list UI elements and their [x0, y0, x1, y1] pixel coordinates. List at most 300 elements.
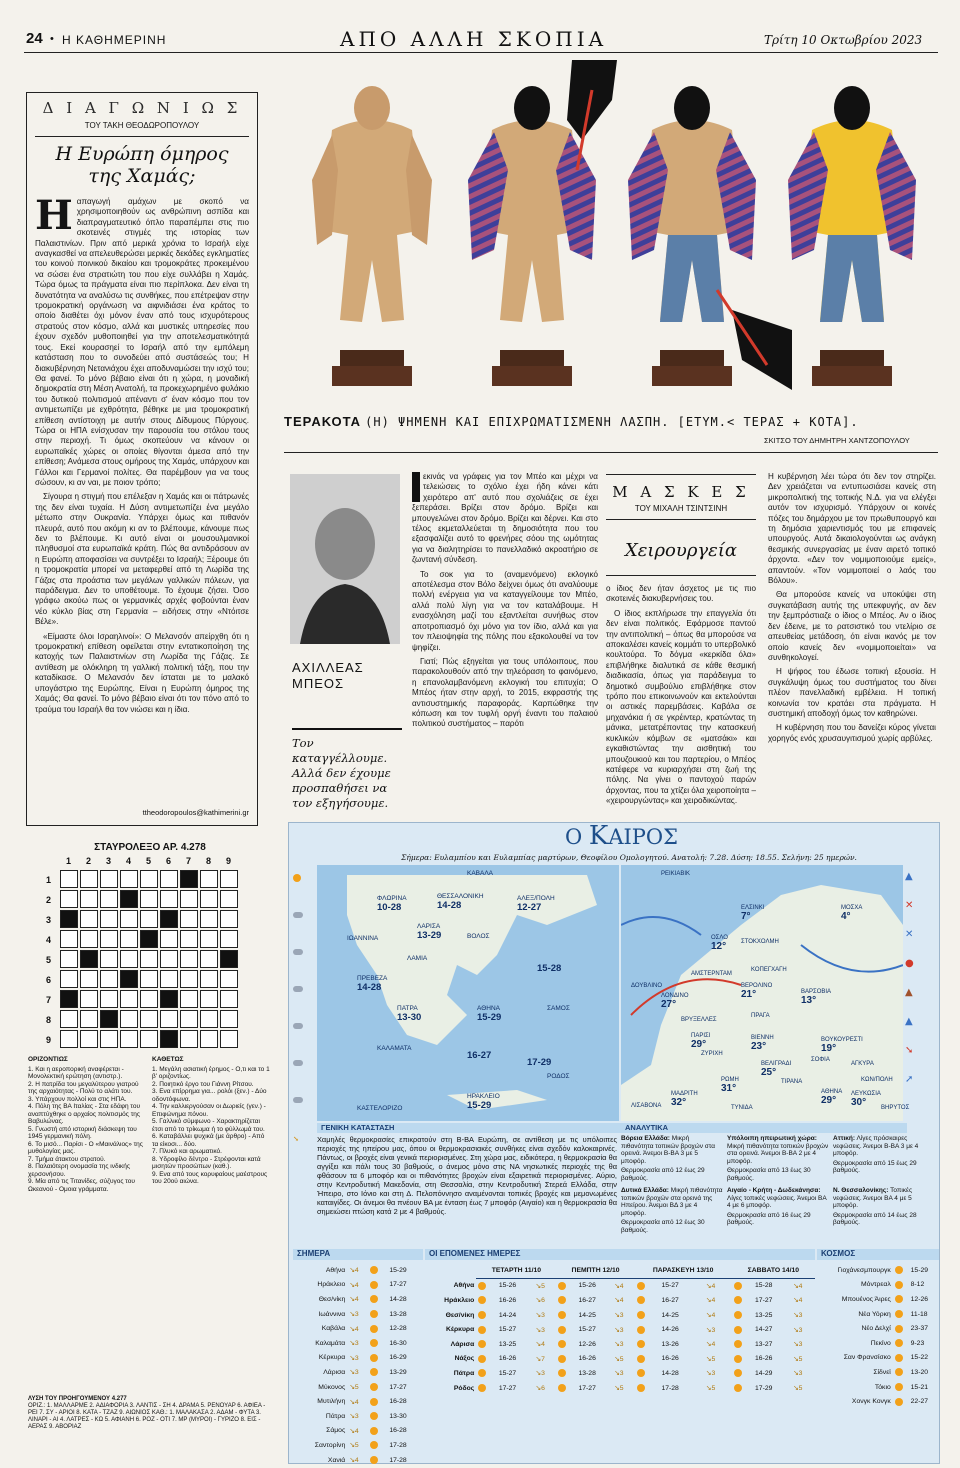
- column-author: ΤΟΥ ΜΙΧΑΛΗ ΤΣΙΝΤΣΙΝΗ: [634, 504, 728, 513]
- author-email[interactable]: ttheodoropoulos@kathimerini.gr: [142, 808, 249, 817]
- europe-city: [851, 1061, 874, 1067]
- cold-wind-icon: ➚: [905, 1074, 914, 1085]
- wind-value: ↘3: [535, 1326, 545, 1334]
- snow-icon: [293, 1089, 315, 1108]
- crossword-cell[interactable]: [180, 1010, 198, 1028]
- temp-range: 13-28: [389, 1310, 407, 1318]
- sun-icon: [734, 1282, 742, 1290]
- crossword-cell[interactable]: [140, 890, 158, 908]
- today-row: [293, 1263, 421, 1278]
- temp-range: 17-27: [498, 1384, 517, 1392]
- city-temp: 15-29: [467, 1100, 492, 1111]
- crossword-cell[interactable]: [60, 870, 78, 888]
- region-name: Υπόλοιπη ηπειρωτική χώρα:: [727, 1135, 817, 1142]
- author-name: [292, 660, 364, 692]
- sun-icon: [732, 1293, 753, 1308]
- next-days-row: [425, 1322, 815, 1337]
- wind-value: ↘4: [705, 1297, 716, 1305]
- city-name: ΚΑΛΑΜΑΤΑ: [377, 1045, 412, 1052]
- city-name: ΚΟΠΕΓΧΑΓΗ: [751, 967, 787, 973]
- wind-value: ↘4: [535, 1341, 545, 1349]
- wind-value: ↘4: [792, 1282, 803, 1290]
- city-name: Αθήνα: [453, 1282, 475, 1290]
- column-number: 5: [146, 856, 152, 866]
- crossword-cell[interactable]: [160, 970, 178, 988]
- wind-value: ↘5: [705, 1355, 716, 1363]
- today-row: [293, 1292, 421, 1307]
- city-temp: 13°: [801, 995, 817, 1006]
- solution-title: ΛΥΣΗ ΤΟΥ ΠΡΟΗΓΟΥΜΕΝΟΥ 4.277: [28, 1396, 127, 1402]
- cartoon-illustration: [272, 60, 940, 410]
- divider: [606, 575, 756, 576]
- crossword-cell[interactable]: [220, 990, 238, 1008]
- crossword-cell[interactable]: [180, 1030, 198, 1048]
- sun-icon: [370, 1456, 378, 1464]
- crossword-black-cell: [160, 990, 178, 1008]
- crossword-title: ΣΤΑΥΡΟΛΕΞΟ ΑΡ. 4.278: [94, 842, 206, 853]
- quote-rule: [292, 728, 402, 730]
- sun-icon: [732, 1308, 753, 1323]
- greece-city: [467, 1093, 500, 1111]
- temp-range: 15-26: [498, 1282, 517, 1290]
- day-header: ΠΑΡΑΣΚΕΥΗ 13/10: [635, 1263, 732, 1278]
- sun-icon: [893, 1394, 909, 1409]
- crossword-cell[interactable]: [120, 1010, 138, 1028]
- wind-value: ↘3: [614, 1341, 624, 1349]
- sun-icon: [556, 1366, 576, 1381]
- crossword-row-numbers: [46, 870, 56, 1050]
- column-number: 9: [226, 856, 232, 866]
- crossword-cell[interactable]: [200, 950, 218, 968]
- temp-range: 17-28: [661, 1384, 679, 1392]
- sun-icon: [370, 1295, 378, 1303]
- statue-4: [788, 86, 916, 386]
- crossword-cell[interactable]: [100, 910, 118, 928]
- region-temp: Θερμοκρασία από 12 έως 30 βαθμούς.: [621, 1219, 705, 1234]
- sun-icon: [895, 1339, 903, 1347]
- crossword-cell[interactable]: [140, 910, 158, 928]
- sun-icon: [895, 1368, 903, 1376]
- crossword-cell[interactable]: [220, 890, 238, 908]
- wind-value: ↘5: [705, 1385, 716, 1393]
- crossword-black-cell: [80, 950, 98, 968]
- greece-city: [437, 893, 484, 911]
- sun-icon: [635, 1308, 660, 1323]
- crossword-cell[interactable]: [100, 970, 118, 988]
- today-row: [293, 1424, 421, 1439]
- next-days-row: [425, 1278, 815, 1293]
- down-clue: 4. Την καλλιεργούσαν οι Δωριείς (γεν.) - Επιφώνημα πόνου.: [152, 1103, 266, 1118]
- temp-range: 17-28: [389, 1441, 407, 1449]
- sun-icon: [635, 1278, 660, 1293]
- crossword-cell[interactable]: [120, 950, 138, 968]
- day-header: ΣΑΒΒΑΤΟ 14/10: [732, 1263, 815, 1278]
- sun-icon: [732, 1366, 753, 1381]
- sun-icon: [556, 1381, 576, 1396]
- sun-icon: [478, 1355, 486, 1363]
- crossword-cell[interactable]: [60, 930, 78, 948]
- world-row: [817, 1336, 937, 1351]
- crossword-cell[interactable]: [80, 930, 98, 948]
- europe-city: [691, 971, 732, 977]
- crossword-cell[interactable]: [160, 890, 178, 908]
- greece-city: [357, 975, 387, 993]
- crossword-cell[interactable]: [220, 1030, 238, 1048]
- sun-icon: [476, 1293, 497, 1308]
- sun-icon: [370, 1339, 378, 1347]
- sun-icon: [637, 1384, 645, 1392]
- column-number: 6: [166, 856, 172, 866]
- temp-range: 17-27: [389, 1281, 407, 1289]
- crossword-black-cell: [60, 910, 78, 928]
- rain-icon: [293, 978, 315, 997]
- crossword-cell[interactable]: [180, 970, 198, 988]
- region-text: Μικρή πιθανότητα τοπικών βροχών στα ορεινά. Άνεμοι Β-ΒΑ 2 με 4 μποφόρ.: [727, 1142, 829, 1165]
- paragraph: Η κυβέρνηση λέει τώρα ότι δεν τον στηρίζει. Δεν χρειάζεται να εντυπωσιάσει κανείς στη μικροπολιτική της τοπικής Ν.Δ. για να ελέγξει αυτόν τον ισχυρισμό. Υπάρχουν οι κοινές πόζες του δημάρχου με τον πρωθυπουργό και τη δημόσια χαριεντισμός του με επιφανείς υπουργούς. Αυτά δικαιολογούνται ως ανάγκη θεσμικής συνεργασίας με έναν αιρετό τοπικό άρχοντα. «Δεν τον νομιμοποιούμε εμείς», απαντούν. «Τον νομιμοποιεί ο λαός του Βόλου».: [768, 472, 936, 586]
- city-temp: 16-27: [467, 1050, 492, 1061]
- caption-definition: (Η) ΨΗΜΕΝΗ ΚΑΙ ΕΠΙΧΡΩΜΑΤΙΣΜΕΝΗ ΛΑΣΠΗ. [ΕΤΥΜ.< ΤΕΡΑΣ + ΚΟΤΑ].: [365, 415, 859, 429]
- title-o: Ο: [565, 825, 583, 849]
- crossword-cell[interactable]: [220, 870, 238, 888]
- crossword-cell[interactable]: [120, 930, 138, 948]
- crossword-cell[interactable]: [80, 870, 98, 888]
- crossword-cell[interactable]: [80, 990, 98, 1008]
- crossword-cell[interactable]: [160, 930, 178, 948]
- temp-range: 13-30: [389, 1412, 407, 1420]
- crossword-cell[interactable]: [160, 950, 178, 968]
- temp-range: 13-27: [755, 1340, 773, 1348]
- europe-city: [741, 939, 779, 945]
- crossword-cell[interactable]: [140, 870, 158, 888]
- city-name: Μύκονος: [318, 1383, 346, 1391]
- crossword-cell[interactable]: [200, 890, 218, 908]
- crossword-cell[interactable]: [120, 1030, 138, 1048]
- article-headline: Χειρουργεία: [624, 540, 738, 561]
- crossword-cell[interactable]: [80, 1010, 98, 1028]
- region-temp: Θερμοκρασία από 12 έως 29 βαθμούς.: [621, 1167, 705, 1182]
- wind-value: ↘4: [349, 1325, 359, 1333]
- crossword-cell[interactable]: [180, 990, 198, 1008]
- crossword-cell[interactable]: [160, 870, 178, 888]
- greece-city: [417, 923, 441, 941]
- title-rest: ΑΙΡΟΣ: [608, 825, 678, 849]
- crossword-cell[interactable]: [200, 910, 218, 928]
- city-name: ΑΓΚΥΡΑ: [851, 1061, 874, 1067]
- city-name: ΚΩΝ/ΠΟΛΗ: [861, 1077, 893, 1083]
- crossword-cell[interactable]: [140, 1010, 158, 1028]
- region-temp: Θερμοκρασία από 13 έως 30 βαθμούς.: [727, 1167, 811, 1182]
- wind-value: ↘5: [614, 1385, 624, 1393]
- sun-icon: [893, 1351, 909, 1366]
- sun-icon: [476, 1366, 497, 1381]
- world-row: [817, 1351, 937, 1366]
- crossword-cell[interactable]: [60, 1030, 78, 1048]
- crossword-section: [26, 840, 274, 1460]
- region-text: Μικρή πιθανότητα τοπικών βροχών στα ορεινά της Ηπείρου. Άνεμοι ΒΔ 3 με 4 μποφόρ.: [621, 1187, 723, 1217]
- crossword-cell[interactable]: [120, 910, 138, 928]
- sun-icon: [368, 1307, 387, 1322]
- crossword-cell[interactable]: [140, 950, 158, 968]
- crossword-cell[interactable]: [140, 970, 158, 988]
- next-days-row: [425, 1308, 815, 1323]
- header-rule: [24, 52, 938, 53]
- across-clue: 1. Και η αεροπορική αναφέρεται - Μονολεκτική ερώτηση (αντιστρ.).: [28, 1065, 124, 1080]
- greece-city: [517, 895, 555, 913]
- crossword-black-cell: [100, 1010, 118, 1028]
- temp-range: 14-29: [755, 1369, 773, 1377]
- today-row: [293, 1307, 421, 1322]
- sun-icon: [476, 1322, 497, 1337]
- temp-range: 17-29: [755, 1384, 773, 1392]
- temp-range: 17-28: [389, 1456, 407, 1464]
- crossword-grid[interactable]: [60, 870, 240, 1050]
- crossword-cell[interactable]: [140, 990, 158, 1008]
- wind-value: ↘3: [349, 1340, 359, 1348]
- beos-article-continued: [768, 472, 936, 748]
- city-name: Σίδνεϊ: [873, 1368, 891, 1376]
- temp-range: 12-26: [910, 1295, 929, 1303]
- partly-cloudy-icon: [293, 904, 315, 923]
- europe-city: [821, 1037, 863, 1054]
- statue-2: [468, 60, 617, 386]
- crossword-black-cell: [120, 970, 138, 988]
- crossword-cell[interactable]: [200, 930, 218, 948]
- city-name: ΑΘΗΝΑ: [821, 1089, 843, 1095]
- europe-city: [761, 1061, 791, 1078]
- sun-icon: [732, 1352, 753, 1367]
- wind-value: ↘7: [535, 1355, 545, 1363]
- today-row: [293, 1453, 421, 1468]
- crossword-cell[interactable]: [100, 990, 118, 1008]
- temp-range: 16-27: [578, 1296, 596, 1304]
- crossword-cell[interactable]: [200, 1030, 218, 1048]
- city-name: ΣΟΦΙΑ: [811, 1057, 830, 1063]
- sun-icon: [635, 1366, 660, 1381]
- stationary-front-icon: ▲: [905, 1016, 913, 1027]
- sun-icon: [734, 1326, 742, 1334]
- crossword-cell[interactable]: [60, 970, 78, 988]
- city-name: ΛΑΡΙΣΑ: [417, 923, 441, 930]
- region-name: Ν. Θεσσαλονίκης:: [833, 1187, 889, 1194]
- sun-icon: [635, 1381, 660, 1396]
- sun-icon: [368, 1409, 387, 1424]
- crossword-cell[interactable]: [120, 990, 138, 1008]
- crossword-cell[interactable]: [180, 910, 198, 928]
- city-name: ΒΟΛΟΣ: [467, 933, 490, 940]
- city-name: Μπουένος Άιρες: [841, 1295, 891, 1303]
- crossword-cell[interactable]: [220, 930, 238, 948]
- fog-icon: [293, 1052, 315, 1071]
- next-days-row: [425, 1352, 815, 1367]
- crossword-cell[interactable]: [160, 1010, 178, 1028]
- city-name: Σαντορίνη: [314, 1441, 346, 1449]
- sun-icon: [556, 1337, 576, 1352]
- across-clue: 6. Το μισό... Παρίσι - Ο «Μαινάλιος» της μυθολογίας μας.: [28, 1140, 143, 1155]
- crossword-cell[interactable]: [100, 930, 118, 948]
- europe-city: [801, 989, 831, 1006]
- crossword-cell[interactable]: [200, 870, 218, 888]
- illustration-credit: ΣΚΙΤΣΟ ΤΟΥ ΔΗΜΗΤΡΗ ΧΑΝΤΖΟΠΟΥΛΟΥ: [764, 436, 910, 445]
- row-number: 3: [46, 915, 52, 925]
- crossword-cell[interactable]: [180, 890, 198, 908]
- region-forecast: [621, 1135, 723, 1183]
- temp-range: 16-26: [498, 1355, 517, 1363]
- city-name: ΠΡΕΒΕΖΑ: [357, 975, 388, 982]
- crossword-cell[interactable]: [60, 950, 78, 968]
- crossword-black-cell: [160, 1030, 178, 1048]
- greece-map: [317, 865, 619, 1121]
- wind-value: ↘5: [792, 1385, 803, 1393]
- crossword-cell[interactable]: [120, 870, 138, 888]
- city-name: ΕΛΣΙΝΚΙ: [741, 905, 765, 911]
- cloud-icon: [293, 941, 315, 960]
- crossword-cell[interactable]: [80, 1030, 98, 1048]
- temp-range: 17-27: [578, 1384, 596, 1392]
- crossword-cell[interactable]: [200, 1010, 218, 1028]
- sun-icon: [368, 1351, 387, 1366]
- crossword-black-cell: [180, 870, 198, 888]
- sun-icon: [478, 1311, 486, 1319]
- temp-range: 13-26: [661, 1340, 679, 1348]
- city-name: ΜΑΔΡΙΤΗ: [671, 1091, 698, 1097]
- previous-solution: [28, 1396, 272, 1431]
- wind-value: ↘4: [349, 1267, 359, 1275]
- temp-range: 15-29: [910, 1266, 929, 1274]
- crossword-cell[interactable]: [60, 1010, 78, 1028]
- sun-icon: [635, 1293, 660, 1308]
- column-number: 4: [126, 856, 132, 866]
- crossword-cell[interactable]: [100, 890, 118, 908]
- sun-icon: [558, 1384, 566, 1392]
- wind-value: ↘4: [349, 1457, 359, 1465]
- crossword-cell[interactable]: [100, 950, 118, 968]
- city-name: ΤΥΝΙΔΑ: [731, 1105, 753, 1111]
- sun-icon: [734, 1369, 742, 1377]
- crossword-cell[interactable]: [100, 1030, 118, 1048]
- temp-range: 14-27: [755, 1326, 773, 1334]
- city-temp: 7°: [741, 911, 751, 922]
- city-name: ΜΟΣΧΑ: [841, 905, 863, 911]
- crossword-cell[interactable]: [80, 910, 98, 928]
- crossword-cell[interactable]: [80, 970, 98, 988]
- wind-value: ↘3: [705, 1326, 716, 1334]
- city-name: ΘΕΣΣΑΛΟΝΙΚΗ: [437, 893, 484, 900]
- sun-icon: [558, 1311, 566, 1319]
- across-clue: 2. Η πατρίδα του μεγαλύτερου γιατρού της αρχαιότητας - Πολύ το αλάτι του.: [28, 1080, 139, 1095]
- crossword-cell[interactable]: [200, 970, 218, 988]
- today-row: [293, 1278, 421, 1293]
- europe-city: [661, 993, 689, 1010]
- down-clue: 1. Μεγάλη ασιατική έρημος - Ο,τι και το 1 β' οριζοντίως.: [152, 1065, 270, 1080]
- weather-legend-left: [293, 859, 315, 1143]
- today-row: [293, 1409, 421, 1424]
- city-name: Σάμος: [326, 1427, 346, 1435]
- greece-city: [547, 1073, 570, 1080]
- crossword-cell[interactable]: [60, 890, 78, 908]
- section-title: ΑΠΟ ΑΛΛΗ ΣΚΟΠΙΑ: [340, 27, 608, 51]
- wind-value: ↘4: [705, 1282, 716, 1290]
- greece-city: [467, 1050, 491, 1061]
- sun-icon: [370, 1281, 378, 1289]
- temp-range: 14-28: [389, 1295, 407, 1303]
- sun-icon: [368, 1278, 387, 1293]
- city-name: Λάρισα: [450, 1340, 475, 1348]
- down-clue: 5. Γαλλικό σύμφωνο - Χαρακτηρίζεται έτσι από το τρίκωμα ή το φύλλωμά του.: [152, 1118, 265, 1133]
- greece-city: [537, 963, 561, 974]
- world-row: [817, 1307, 937, 1322]
- europe-city: [841, 905, 862, 922]
- diagonios-column: [26, 92, 258, 826]
- crossword-cell[interactable]: [200, 990, 218, 1008]
- regional-forecasts: [621, 1135, 937, 1245]
- crossword-cell[interactable]: [220, 910, 238, 928]
- city-temp: 23°: [751, 1041, 767, 1052]
- sun-icon: [895, 1295, 903, 1303]
- greece-city: [397, 1005, 421, 1023]
- sun-icon: [478, 1369, 486, 1377]
- city-name: Μόντρεαλ: [861, 1281, 891, 1289]
- crossword-cell[interactable]: [180, 950, 198, 968]
- sun-icon: [368, 1336, 387, 1351]
- maskes-column: [606, 474, 756, 811]
- article-headline: Η Ευρώπη όμηρος της Χαμάς;: [55, 143, 229, 187]
- crossword-cell[interactable]: [140, 1030, 158, 1048]
- drop-cap: Η: [35, 192, 73, 239]
- crossword-cell[interactable]: [220, 970, 238, 988]
- paragraph: Σίγουρα η στιγμή που επέλεξαν η Χαμάς και οι πάτρωνές της δεν είναι τυχαία. Η Δύση αντιμετωπίζει ένα μεγάλο μέτωπο στην Ουκρανία. Υπάρχει όμως και πιθανόν πλευρά, αυτό που ακόμη κι αν το βλέπουμε, κάνουμε πως δεν το βλέπουμε. Κι αυτό είναι οι μουσουλμανικοί πληθυσμοί στα ευρωπαϊκά κράτη. Πώς θα αντιδράσουν αν η Ευρώπη αποφασίσει να συντρέξει το Ισραήλ; Ξέρουμε ότι η τρομοκρατία μπορεί να μεταφερθεί από τη Λωρίδα της Γάζας στα προάστια των μεγάλων γαλλικών πόλεων, για παράδειγμα. Δεν το υποθέτουμε. Το έχουμε ζήσει. Όσο γράφω ακούω πως οι γερμανικές αρχές φοβούνται έναν νέο κύκλο βίας στη Γερμανία – ειδήσεις στην «Ντόιτσε Βέλε».: [35, 492, 249, 627]
- sun-icon: [368, 1365, 387, 1380]
- row-number: 5: [46, 955, 52, 965]
- crossword-cell[interactable]: [80, 890, 98, 908]
- greece-city: [527, 1057, 551, 1068]
- city-name: ΡΟΔΟΣ: [547, 1073, 570, 1080]
- sun-icon: [635, 1337, 660, 1352]
- world-row: [817, 1380, 937, 1395]
- temp-range: 16-26: [661, 1355, 679, 1363]
- sun-icon: [895, 1281, 903, 1289]
- crossword-cell[interactable]: [180, 930, 198, 948]
- sun-icon: [893, 1307, 909, 1322]
- drop-cap-bar: [412, 472, 420, 502]
- city-name: Νάξος: [454, 1355, 475, 1363]
- sun-icon: [637, 1369, 645, 1377]
- sun-icon: [556, 1352, 576, 1367]
- portrait-image: [290, 474, 400, 644]
- city-temp: 29°: [691, 1039, 707, 1050]
- sun-icon: [370, 1325, 378, 1333]
- city-temp: 15-28: [537, 963, 562, 974]
- city-name: ΗΡΑΚΛΕΙΟ: [467, 1093, 500, 1100]
- across-clue: 4. Πόλη της ΒΑ Ιταλίας - Στα εδάφη του αναπτύχθηκε ο αρχαίος πολιτισμός της Βαβυλώνας.: [28, 1103, 141, 1125]
- wind-value: ↘4: [614, 1297, 624, 1305]
- europe-city: [811, 1057, 830, 1063]
- paragraph: Η ψήφος του έδωσε τοπική εξουσία. Η συγκάλυψη όμως του συστήματος του δίνει πλέον πανελλαδική εμβέλεια. Η τοπική κοινωνία τον κρατάει στα πράγματα. Η συστημική αποδοχή όμως τον καθηρώνει.: [768, 667, 936, 718]
- city-temp: 32°: [671, 1097, 687, 1108]
- city-name: ΒΗΡΥΤΟΣ: [881, 1105, 910, 1111]
- city-name: Κέρκυρα: [318, 1354, 346, 1362]
- city-name: ΒΟΥΚΟΥΡΕΣΤΙ: [821, 1037, 863, 1043]
- city-temp: 13-29: [417, 930, 442, 941]
- sun-icon: [895, 1310, 903, 1318]
- crossword-cell[interactable]: [100, 870, 118, 888]
- day-header: ΠΕΜΠΤΗ 12/10: [556, 1263, 634, 1278]
- sun-icon: [734, 1296, 742, 1304]
- greece-city: [377, 895, 407, 913]
- temp-range: 16-29: [389, 1354, 407, 1362]
- city-name: Καλαμάτα: [315, 1339, 346, 1347]
- crossword-cell[interactable]: [220, 1010, 238, 1028]
- temp-range: 16-28: [389, 1427, 407, 1435]
